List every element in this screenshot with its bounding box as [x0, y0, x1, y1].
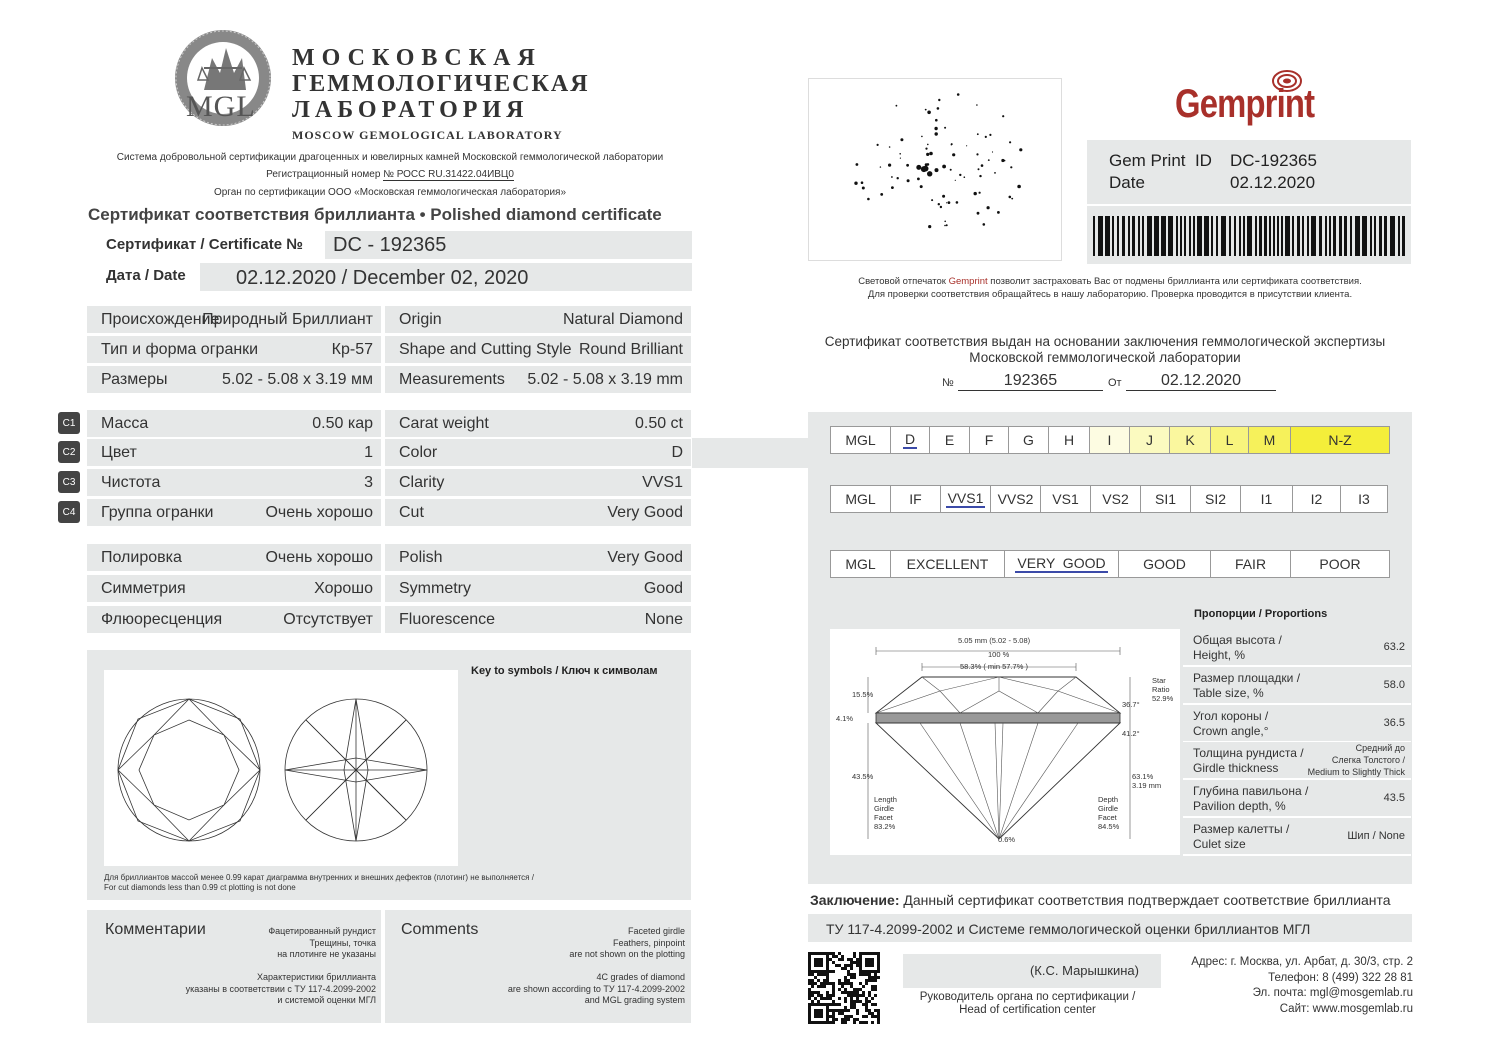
- proportion-label-2: Height, %: [1193, 648, 1246, 662]
- scale-grade: I3: [1358, 491, 1370, 507]
- prop-value-ru: 5.02 - 5.08 x 3.19 мм: [222, 370, 373, 388]
- diagram-star-3: 52.9%: [1152, 694, 1174, 703]
- cut-scale-cell: [831, 551, 891, 577]
- diagram-total-mm: 3.19 mm: [1132, 781, 1162, 790]
- prop-label-en: Origin: [399, 310, 442, 328]
- diagram-crown-angle: 36.7°: [1122, 700, 1140, 709]
- proportion-row: [1183, 742, 1411, 780]
- gemprint-image: [808, 78, 1062, 261]
- prop-row-ru: [87, 410, 381, 437]
- scale-grade: I1: [1260, 491, 1273, 507]
- comment-line: Трещины, точка: [309, 937, 376, 948]
- reg-label: Регистрационный номер: [266, 169, 381, 180]
- prop-label-en: Measurements: [399, 370, 505, 388]
- prop-row-en: [385, 606, 691, 633]
- diagram-pavilion: 43.5%: [852, 772, 874, 781]
- proportion-row: [1183, 667, 1411, 705]
- basis-line-2: Московской геммологической лаборатории: [969, 350, 1241, 365]
- logo-text: MGL: [186, 90, 256, 123]
- proportion-label-1: Размер калетты /: [1193, 822, 1290, 836]
- gemprint-note-1-pre: Световой отпечаток: [858, 276, 949, 287]
- scale-grade: VS2: [1102, 491, 1129, 507]
- contact-phone: Телефон: 8 (499) 322 28 81: [1268, 971, 1413, 984]
- organ-line: Орган по сертификации ООО «Московская геммологическая лаборатория»: [213, 187, 567, 198]
- prop-row-ru: [87, 575, 381, 602]
- proportion-row: [1183, 705, 1411, 743]
- cert-date-label: Дата / Date: [106, 267, 186, 284]
- diagram-star-2: Ratio: [1152, 685, 1170, 694]
- scale-grade: VERY GOOD: [1017, 555, 1106, 571]
- conclusion-line-2-box: [808, 914, 1412, 942]
- comment-line: are shown according to ТУ 117-4.2099-2002: [507, 983, 685, 994]
- prop-label-en: Cut: [399, 503, 424, 521]
- proportion-value: Шип / None: [1347, 830, 1405, 842]
- four-c-badge: C3: [58, 471, 80, 493]
- reg-number: № РОСС RU.31422.04ИВЦ0: [383, 169, 514, 180]
- diagram-dgf-2: Girdle: [1098, 804, 1119, 813]
- prop-row-ru: [87, 606, 381, 633]
- proportion-row: [1183, 818, 1411, 856]
- plot-note-ru: Для бриллиантов массой менее 0.99 карат диаграмма внутренних и внешних дефектов (плотинг) не выполняется /: [104, 873, 534, 882]
- diagram-dgf-4: 84.5%: [1098, 822, 1120, 831]
- basis-line-1: Сертификат соответствия выдан на основании заключения геммологической экспертизы: [824, 334, 1386, 349]
- lab-title-en: MOSCOW GEMOLOGICAL LABORATORY: [292, 128, 563, 142]
- clarity-scale-cell: [831, 486, 891, 512]
- clarity-scale-cell: [1141, 486, 1191, 512]
- prop-value-en: None: [644, 610, 683, 628]
- prop-row-ru: [87, 366, 381, 393]
- barcode: [1087, 206, 1411, 264]
- scale-grade: MGL: [845, 556, 876, 572]
- cut-scale-cell: [1291, 551, 1389, 577]
- clarity-scale-cell: [991, 486, 1041, 512]
- comment-line: and MGL grading system: [584, 995, 685, 1005]
- proportion-value: 36.5: [1383, 717, 1405, 729]
- gemprint-date-label: Date: [1109, 173, 1145, 192]
- proportion-label: [1193, 822, 1289, 852]
- prop-row-en: [385, 366, 691, 393]
- proportion-label: [1193, 709, 1269, 739]
- prop-label-ru: Цвет: [101, 443, 137, 461]
- prop-value-en: VVS1: [642, 473, 683, 491]
- cut-scale-cell: [1211, 551, 1291, 577]
- proportion-value: 58.0: [1383, 679, 1405, 691]
- diagram-star-1: Star: [1152, 676, 1166, 685]
- proportion-value: Средний до Слегка Толстого / Medium to Slightly Thick: [1307, 743, 1405, 777]
- scale-grade: FAIR: [1234, 556, 1267, 572]
- prop-label-ru: Чистота: [101, 473, 161, 491]
- proportion-label-1: Глубина павильона /: [1193, 784, 1309, 798]
- cert-number-value: DC - 192365: [333, 234, 447, 256]
- color-scale-cell: [970, 427, 1009, 453]
- cert-date-value: 02.12.2020 / December 02, 2020: [236, 267, 529, 289]
- prop-row-en: [385, 499, 691, 526]
- color-scale-cell: [1170, 427, 1211, 453]
- color-scale-cell: [891, 427, 930, 453]
- signature-box: [903, 954, 1161, 988]
- signature-role-2: Head of certification center: [959, 1004, 1096, 1016]
- proportion-label-2: Crown angle,°: [1193, 724, 1269, 738]
- diagram-pav-angle: 41.2°: [1122, 729, 1140, 738]
- clarity-scale-cell: [941, 486, 991, 512]
- scale-grade: N-Z: [1328, 432, 1352, 448]
- comment-line: [508, 961, 685, 973]
- basis-from-value: 02.12.2020: [1126, 372, 1276, 391]
- proportion-label-2: Pavilion depth, %: [1193, 799, 1286, 813]
- prop-row-en: [385, 410, 691, 437]
- mgl-logo: [164, 28, 282, 128]
- four-c-badge: C4: [58, 501, 80, 523]
- diagram-100: 100 %: [988, 650, 1010, 659]
- prop-label-ru: Симметрия: [101, 579, 186, 597]
- prop-label-en: Shape and Cutting Style: [399, 340, 572, 358]
- clarity-scale-cell: [1341, 486, 1387, 512]
- qr-code: [808, 952, 880, 1024]
- cert-number-label: Сертификат / Certificate №: [106, 236, 303, 253]
- gemprint-id-label: Gem Print ID: [1109, 151, 1212, 170]
- comments-en-title: Comments: [401, 921, 479, 938]
- comment-line: на плотинге не указаны: [277, 949, 376, 959]
- scale-grade: J: [1146, 432, 1153, 448]
- color-scale-cell: [1291, 427, 1389, 453]
- prop-label-en: Fluorescence: [399, 610, 496, 628]
- connector-band: [692, 438, 808, 468]
- proportion-label-1: Размер площадки /: [1193, 671, 1301, 685]
- conclusion-line-1: [810, 892, 1391, 908]
- prop-label-en: Carat weight: [399, 414, 489, 432]
- prop-row-en: [385, 575, 691, 602]
- comment-line: Feathers, pinpoint: [612, 937, 685, 948]
- comments-en-panel: [385, 910, 691, 1023]
- prop-value-ru: Природный Бриллиант: [202, 310, 373, 328]
- diagram-lgf-2: Girdle: [874, 804, 895, 813]
- color-scale-cell: [831, 427, 891, 453]
- proportion-label-2: Table size, %: [1193, 686, 1264, 700]
- cut-scale-cell: [891, 551, 1005, 577]
- scale-grade: POOR: [1319, 556, 1361, 572]
- diagram-crown-h: 15.5%: [852, 690, 874, 699]
- proportion-label-2: Girdle thickness: [1193, 761, 1279, 775]
- four-c-badge: C2: [58, 441, 80, 463]
- scale-grade: F: [984, 432, 994, 448]
- prop-row-ru: [87, 439, 381, 466]
- prop-value-en: 0.50 ct: [634, 414, 683, 432]
- proportion-label-1: Толщина рундиста /: [1193, 746, 1304, 760]
- color-scale-cell: [1249, 427, 1291, 453]
- clarity-scale: [830, 485, 1388, 513]
- contacts: [1165, 955, 1413, 1017]
- comment-line: и системой оценки МГЛ: [277, 995, 376, 1005]
- diagram-table: 58.3% ( min 57.7% ): [960, 662, 1028, 671]
- color-scale: [830, 426, 1390, 454]
- proportion-label: [1193, 633, 1282, 663]
- diagram-lgf-1: Length: [874, 795, 897, 804]
- prop-value-en: Good: [643, 579, 683, 597]
- diagram-total-pct: 63.1%: [1132, 772, 1154, 781]
- prop-label-en: Color: [399, 443, 438, 461]
- gemprint-brand: Gemprint: [1175, 82, 1315, 126]
- prop-row-ru: [87, 544, 381, 571]
- proportion-label-1: Угол короны /: [1193, 709, 1269, 723]
- clarity-scale-cell: [1091, 486, 1141, 512]
- comment-line: Faceted girdle: [627, 926, 685, 936]
- prop-value-ru: Отсутствует: [283, 610, 373, 628]
- prop-row-ru: [87, 306, 381, 333]
- scale-grade: G: [1023, 432, 1034, 448]
- diagram-diameter: 5.05 mm (5.02 - 5.08): [958, 636, 1031, 645]
- cut-scale-cell: [1005, 551, 1119, 577]
- scale-grade: I: [1107, 432, 1112, 448]
- clarity-scale-cell: [1293, 486, 1341, 512]
- prop-label-ru: Размеры: [101, 370, 168, 388]
- prop-value-ru: Хорошо: [314, 579, 373, 597]
- scale-grade: MGL: [845, 432, 876, 448]
- prop-value-ru: Очень хорошо: [265, 503, 373, 521]
- prop-row-en: [385, 336, 691, 363]
- clarity-scale-cell: [1041, 486, 1091, 512]
- proportion-row: [1183, 780, 1411, 818]
- basis-no-value: 192365: [958, 372, 1103, 391]
- color-scale-cell: [1090, 427, 1130, 453]
- proportion-label: [1193, 671, 1300, 701]
- scale-grade: K: [1185, 432, 1195, 448]
- proportion-label-1: Общая высота /: [1193, 633, 1282, 647]
- comment-line: are not shown on the plotting: [569, 949, 685, 959]
- contact-site[interactable]: Сайт: www.mosgemlab.ru: [1279, 1002, 1413, 1015]
- scale-grade: M: [1263, 432, 1276, 448]
- prop-row-ru: [87, 469, 381, 496]
- scale-grade: VVS1: [947, 490, 984, 506]
- comments-ru-title: Комментарии: [105, 921, 206, 938]
- gemprint-note-2: Для проверки соответствия обращайтесь в нашу лабораторию. Проверка проводится в присутствии клиента.: [867, 289, 1353, 300]
- color-scale-cell: [1049, 427, 1090, 453]
- prop-value-ru: Очень хорошо: [265, 548, 373, 566]
- cert-number-box: [325, 231, 692, 259]
- diagram-lgf-3: Facet: [874, 813, 893, 822]
- cert-title: Сертификат соответствия бриллианта • Polished diamond certificate: [88, 205, 662, 224]
- contact-address: Адрес: г. Москва, ул. Арбат, д. 30/3, стр. 2: [1191, 956, 1413, 968]
- prop-label-ru: Группа огранки: [101, 503, 214, 521]
- scale-grade: MGL: [845, 491, 876, 507]
- diagram-dgf-3: Facet: [1098, 813, 1117, 822]
- gemprint-id-value: DC-192365: [1230, 151, 1317, 170]
- clarity-scale-cell: [891, 486, 941, 512]
- scale-grade: GOOD: [1143, 556, 1186, 572]
- gemprint-logo: [1175, 66, 1335, 136]
- proportion-label-2: Culet size: [1193, 837, 1246, 851]
- prop-value-en: Very Good: [607, 503, 683, 521]
- comments-ru-lines: [186, 926, 376, 1007]
- color-scale-cell: [930, 427, 970, 453]
- lab-title-ru-3: ЛАБОРАТОРИЯ: [292, 97, 529, 123]
- gemprint-date-value: 02.12.2020: [1230, 173, 1316, 192]
- prop-label-ru: Флюоресценция: [101, 610, 223, 628]
- four-c-badge: C1: [58, 412, 80, 434]
- plot-area: [104, 670, 458, 866]
- color-scale-cell: [1009, 427, 1049, 453]
- gemprint-note-1-post: позволит застраховать Вас от подмены бриллианта или сертификата соответствия.: [987, 276, 1362, 287]
- proportions-diagram: [830, 629, 1180, 855]
- proportion-value: 43.5: [1383, 792, 1405, 804]
- prop-row-en: [385, 469, 691, 496]
- conclusion-line-2: ТУ 117-4.2099-2002 и Системе геммологической оценки бриллиантов МГЛ: [826, 921, 1311, 937]
- signature-name: (К.С. Марышкина): [1029, 963, 1139, 978]
- key-title: Key to symbols / Ключ к символам: [471, 665, 658, 677]
- clarity-scale-cell: [1241, 486, 1293, 512]
- conclusion-text: Данный сертификат соответствия подтверждает соответствие бриллианта: [899, 892, 1391, 908]
- cut-scale: [830, 550, 1390, 578]
- scale-grade: IF: [909, 491, 922, 507]
- scale-grade: VS1: [1052, 491, 1079, 507]
- prop-label-ru: Полировка: [101, 548, 182, 566]
- prop-row-ru: [87, 336, 381, 363]
- comment-line: 4C grades of diamond: [596, 972, 685, 982]
- scale-grade: EXCELLENT: [906, 556, 989, 572]
- color-scale-cell: [1130, 427, 1170, 453]
- conclusion-label: Заключение:: [810, 892, 900, 908]
- prop-label-en: Symmetry: [399, 579, 471, 597]
- basis-from-label: От: [1108, 377, 1122, 389]
- diagram-girdle: 4.1%: [836, 714, 854, 723]
- proportion-label: [1193, 784, 1308, 814]
- scale-grade: SI2: [1204, 491, 1226, 507]
- lab-title-ru-2: ГЕММОЛОГИЧЕСКАЯ: [292, 71, 590, 97]
- prop-row-ru: [87, 499, 381, 526]
- comment-line: Фацетированный рундист: [268, 926, 376, 936]
- prop-label-ru: Масса: [101, 414, 149, 432]
- prop-row-en: [385, 544, 691, 571]
- scale-grade: E: [944, 432, 955, 448]
- prop-label-ru: Тип и форма огранки: [101, 340, 259, 358]
- prop-value-en: 5.02 - 5.08 x 3.19 mm: [527, 370, 683, 388]
- scale-grade: I2: [1310, 491, 1323, 507]
- color-scale-cell: [1211, 427, 1249, 453]
- signature-role-1: Руководитель органа по сертификации /: [919, 991, 1136, 1003]
- scale-grade: SI1: [1154, 491, 1176, 507]
- comment-line: Характеристики бриллианта: [257, 972, 376, 982]
- proportion-value: 63.2: [1383, 641, 1405, 653]
- comment-line: указаны в соответствии с ТУ 117-4.2099-2002: [185, 983, 376, 994]
- gemprint-note-1-brand: Gemprint: [948, 276, 988, 287]
- prop-label-en: Polish: [399, 548, 443, 566]
- prop-label-ru: Происхождение: [101, 310, 220, 328]
- prop-label-en: Clarity: [399, 473, 445, 491]
- scale-grade: H: [1063, 432, 1075, 448]
- prop-value-en: Natural Diamond: [562, 310, 683, 328]
- barcode-panel: [1087, 206, 1411, 264]
- prop-value-ru: 1: [364, 443, 373, 461]
- proportion-label: [1193, 746, 1304, 776]
- diagram-dgf-1: Depth: [1098, 795, 1119, 804]
- cut-scale-cell: [1119, 551, 1211, 577]
- clarity-scale-cell: [1191, 486, 1241, 512]
- gemprint-id-panel: [1087, 140, 1411, 204]
- prop-row-en: [385, 306, 691, 333]
- scale-grade: D: [904, 431, 916, 447]
- lab-title-ru-1: МОСКОВСКАЯ: [292, 45, 542, 71]
- prop-row-en: [385, 439, 691, 466]
- prop-value-en: Very Good: [607, 548, 683, 566]
- plot-note-en: For cut diamonds less than 0.99 ct plotting is not done: [104, 883, 296, 892]
- prop-value-en: D: [671, 443, 683, 461]
- gemprint-note-1: [808, 276, 1412, 287]
- comments-en-lines: [508, 926, 685, 1007]
- cert-date-box: [200, 263, 692, 291]
- scale-grade: VVS2: [997, 491, 1034, 507]
- system-line: Система добровольной сертификации драгоценных и ювелирных камней Московской геммологической лаборатории: [116, 152, 664, 163]
- prop-value-ru: Кр-57: [331, 340, 373, 358]
- contact-email[interactable]: Эл. почта: mgl@mosgemlab.ru: [1252, 987, 1413, 999]
- prop-value-en: Round Brilliant: [578, 340, 683, 358]
- prop-value-ru: 0.50 кар: [312, 414, 373, 432]
- scale-grade: L: [1225, 432, 1234, 448]
- prop-value-ru: 3: [364, 473, 373, 491]
- diagram-culet: 0.6%: [998, 835, 1016, 844]
- proportion-row: [1183, 629, 1411, 667]
- proportions-title: Пропорции / Proportions: [1194, 608, 1328, 620]
- comment-line: [186, 961, 376, 973]
- basis-no-label: №: [942, 377, 954, 389]
- diagram-lgf-4: 83.2%: [874, 822, 896, 831]
- comments-ru-panel: [87, 910, 381, 1023]
- reg-line: [60, 169, 720, 180]
